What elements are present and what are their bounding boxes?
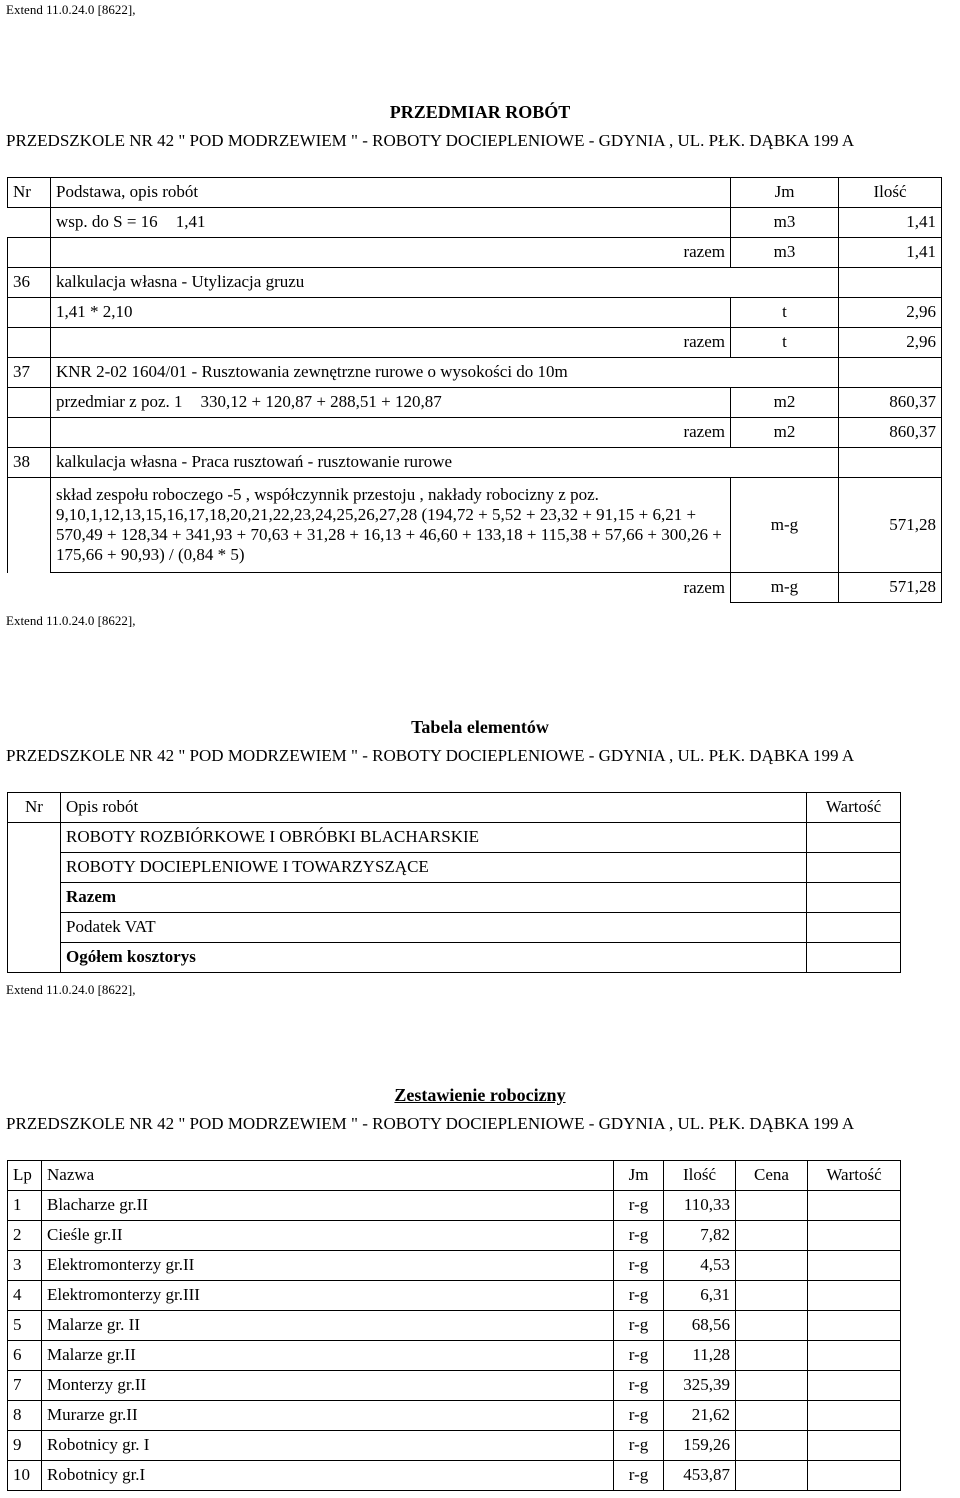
robocizna-table	[7, 1160, 901, 1491]
row-opis: KNR 2-02 1604/01 - Rusztowania zewnętrzne rurowe o wysokości do 10m	[51, 358, 839, 388]
row-ilosc: 11,28	[664, 1341, 736, 1371]
table-row	[8, 1251, 901, 1281]
header-nr: Nr	[8, 178, 51, 208]
table-row	[8, 388, 942, 418]
row-cena	[736, 1281, 808, 1311]
row-wartosc	[808, 1221, 901, 1251]
row-nazwa: Monterzy gr.II	[42, 1371, 614, 1401]
table-row	[8, 328, 942, 358]
row-lp: 2	[8, 1221, 42, 1251]
header-ilosc: Ilość	[664, 1161, 736, 1191]
row-wartosc	[808, 1401, 901, 1431]
row-wartosc	[808, 1281, 901, 1311]
row-opis: wsp. do S = 16	[56, 212, 158, 232]
row-cena	[736, 1221, 808, 1251]
table-row	[8, 238, 942, 268]
row-razem-label: razem	[51, 328, 731, 358]
row-cena	[736, 1461, 808, 1491]
row-wartosc	[808, 1191, 901, 1221]
row-cena	[736, 1191, 808, 1221]
row-ilosc: 21,62	[664, 1401, 736, 1431]
row-jm: m-g	[731, 573, 839, 603]
row-jm: m-g	[731, 478, 839, 573]
version-label: Extend 11.0.24.0 [8622],	[6, 2, 136, 17]
table-row	[8, 853, 901, 883]
table-row	[8, 448, 942, 478]
row-nazwa: Blacharze gr.II	[42, 1191, 614, 1221]
table-row	[8, 418, 942, 448]
row-jm: r-g	[614, 1401, 664, 1431]
row-lp: 9	[8, 1431, 42, 1461]
row-nazwa: Malarze gr.II	[42, 1341, 614, 1371]
row-razem-label: razem	[51, 238, 731, 268]
row-razem-label: razem	[51, 418, 731, 448]
table-row	[8, 573, 942, 603]
header-wartosc: Wartość	[807, 793, 901, 823]
row-ilosc: 159,26	[664, 1431, 736, 1461]
row-wartosc	[808, 1311, 901, 1341]
row-ilosc: 68,56	[664, 1311, 736, 1341]
row-ilosc: 2,96	[839, 328, 942, 358]
table-row	[8, 1461, 901, 1491]
table-row	[8, 823, 901, 853]
row-ilosc: 1,41	[839, 238, 942, 268]
table-row	[8, 1221, 901, 1251]
row-nazwa: Murarze gr.II	[42, 1401, 614, 1431]
row-wartosc	[808, 1431, 901, 1461]
row-nazwa: Malarze gr. II	[42, 1311, 614, 1341]
row-jm: r-g	[614, 1431, 664, 1461]
row-ilosc: 6,31	[664, 1281, 736, 1311]
row-wartosc	[808, 1371, 901, 1401]
tabela-elementow-table	[7, 792, 901, 973]
row-vat: Podatek VAT	[61, 913, 807, 943]
row-ilosc: 453,87	[664, 1461, 736, 1491]
row-nazwa: Robotnicy gr. I	[42, 1431, 614, 1461]
row-jm: m2	[731, 418, 839, 448]
row-lp: 7	[8, 1371, 42, 1401]
row-opis: ROBOTY DOCIEPLENIOWE I TOWARZYSZĄCE	[61, 853, 807, 883]
row-nazwa: Elektromonterzy gr.III	[42, 1281, 614, 1311]
header-opis: Podstawa, opis robót	[51, 178, 731, 208]
table-row	[8, 1311, 901, 1341]
table-row	[8, 268, 942, 298]
row-jm: r-g	[614, 1461, 664, 1491]
table-row	[8, 1281, 901, 1311]
row-ilosc: 110,33	[664, 1191, 736, 1221]
row-ilosc: 860,37	[839, 418, 942, 448]
row-opis: ROBOTY ROZBIÓRKOWE I OBRÓBKI BLACHARSKIE	[61, 823, 807, 853]
header-ilosc: Ilość	[839, 178, 942, 208]
table-row	[8, 298, 942, 328]
row-cena	[736, 1251, 808, 1281]
row-jm: r-g	[614, 1251, 664, 1281]
przedmiar-title: PRZEDMIAR ROBÓT	[389, 102, 571, 122]
row-nazwa: Elektromonterzy gr.II	[42, 1251, 614, 1281]
row-opis: przedmiar z poz. 1	[56, 392, 183, 412]
row-jm: r-g	[614, 1371, 664, 1401]
row-jm: m3	[731, 238, 839, 268]
row-nr: 37	[8, 358, 51, 388]
row-nr: 38	[8, 448, 51, 478]
row-ilosc: 571,28	[839, 478, 942, 573]
row-cena	[736, 1401, 808, 1431]
row-opis: kalkulacja własna - Praca rusztowań - rusztowanie rurowe	[51, 448, 839, 478]
project-name: PRZEDSZKOLE NR 42 " POD MODRZEWIEM " - ROBOTY DOCIEPLENIOWE - GDYNIA , UL. PŁK. DĄBKA 199 A	[6, 131, 855, 150]
project-name: PRZEDSZKOLE NR 42 " POD MODRZEWIEM " - ROBOTY DOCIEPLENIOWE - GDYNIA , UL. PŁK. DĄBKA 199 A	[6, 1114, 855, 1133]
row-jm: t	[731, 298, 839, 328]
header-jm: Jm	[614, 1161, 664, 1191]
row-lp: 1	[8, 1191, 42, 1221]
table-row	[8, 943, 901, 973]
row-ilosc: 4,53	[664, 1251, 736, 1281]
row-lp: 5	[8, 1311, 42, 1341]
row-lp: 8	[8, 1401, 42, 1431]
row-jm: r-g	[614, 1281, 664, 1311]
header-opis: Opis robót	[61, 793, 807, 823]
przedmiar-table	[7, 177, 942, 603]
row-opis: skład zespołu roboczego -5 , współczynnik przestoju , nakłady robocizny z poz. 9,10,1,12,13,15,16,17,18,20,21,22,23,24,25,26,27,28 (194,72 + 5,52 + 23,32 + 91,15 + 6,21 + 570,49 + 128,34 + 341,93 + 70,63 + 31,28 + 16,13 + 46,60 + 133,18 + 115,38 + 57,66 + 300,26 + 175,66 + 90,93) / (0,84 * 5)	[51, 478, 731, 573]
row-lp: 10	[8, 1461, 42, 1491]
row-nazwa: Cieśle gr.II	[42, 1221, 614, 1251]
row-ilosc: 860,37	[839, 388, 942, 418]
tabela-header-row	[8, 793, 901, 823]
przedmiar-header-row	[8, 178, 942, 208]
row-ogolem: Ogółem kosztorys	[61, 943, 807, 973]
table-row	[8, 1191, 901, 1221]
tabela-title: Tabela elementów	[411, 717, 549, 737]
row-nr: 36	[8, 268, 51, 298]
row-wartosc	[808, 1251, 901, 1281]
table-row	[8, 1341, 901, 1371]
project-name: PRZEDSZKOLE NR 42 " POD MODRZEWIEM " - ROBOTY DOCIEPLENIOWE - GDYNIA , UL. PŁK. DĄBKA 199 A	[6, 746, 855, 765]
row-ilosc: 571,28	[839, 573, 942, 603]
robocizna-title: Zestawienie robocizny	[394, 1085, 566, 1105]
row-ilosc: 1,41	[839, 208, 942, 238]
row-jm: t	[731, 328, 839, 358]
row-ilosc: 7,82	[664, 1221, 736, 1251]
table-row	[8, 1431, 901, 1461]
row-wartosc	[808, 1461, 901, 1491]
row-cena	[736, 1311, 808, 1341]
row-lp: 6	[8, 1341, 42, 1371]
row-cena	[736, 1341, 808, 1371]
row-ilosc: 325,39	[664, 1371, 736, 1401]
header-lp: Lp	[8, 1161, 42, 1191]
table-row	[8, 883, 901, 913]
row-jm: m2	[731, 388, 839, 418]
table-row	[8, 1371, 901, 1401]
row-jm: r-g	[614, 1221, 664, 1251]
row-razem: Razem	[61, 883, 807, 913]
version-label: Extend 11.0.24.0 [8622],	[6, 982, 136, 997]
version-label: Extend 11.0.24.0 [8622],	[6, 613, 136, 628]
robocizna-header-row	[8, 1161, 901, 1191]
row-calc: 330,12 + 120,87 + 288,51 + 120,87	[200, 392, 442, 412]
row-jm: r-g	[614, 1341, 664, 1371]
header-wartosc: Wartość	[808, 1161, 901, 1191]
header-cena: Cena	[736, 1161, 808, 1191]
row-ilosc: 2,96	[839, 298, 942, 328]
row-jm: r-g	[614, 1191, 664, 1221]
row-jm: m3	[731, 208, 839, 238]
table-row	[8, 208, 942, 238]
row-wartosc	[808, 1341, 901, 1371]
row-cena	[736, 1431, 808, 1461]
header-jm: Jm	[731, 178, 839, 208]
row-opis: 1,41 * 2,10	[51, 298, 731, 328]
table-row	[8, 913, 901, 943]
row-jm: r-g	[614, 1311, 664, 1341]
table-row	[8, 358, 942, 388]
table-row	[8, 1401, 901, 1431]
row-opis: kalkulacja własna - Utylizacja gruzu	[51, 268, 839, 298]
header-nr: Nr	[8, 793, 61, 823]
row-lp: 3	[8, 1251, 42, 1281]
row-calc: 1,41	[175, 212, 206, 232]
row-lp: 4	[8, 1281, 42, 1311]
header-nazwa: Nazwa	[42, 1161, 614, 1191]
row-nazwa: Robotnicy gr.I	[42, 1461, 614, 1491]
robocizna-rows	[8, 1191, 901, 1491]
row-cena	[736, 1371, 808, 1401]
row-razem-label: razem	[51, 573, 731, 603]
table-row	[8, 478, 942, 573]
